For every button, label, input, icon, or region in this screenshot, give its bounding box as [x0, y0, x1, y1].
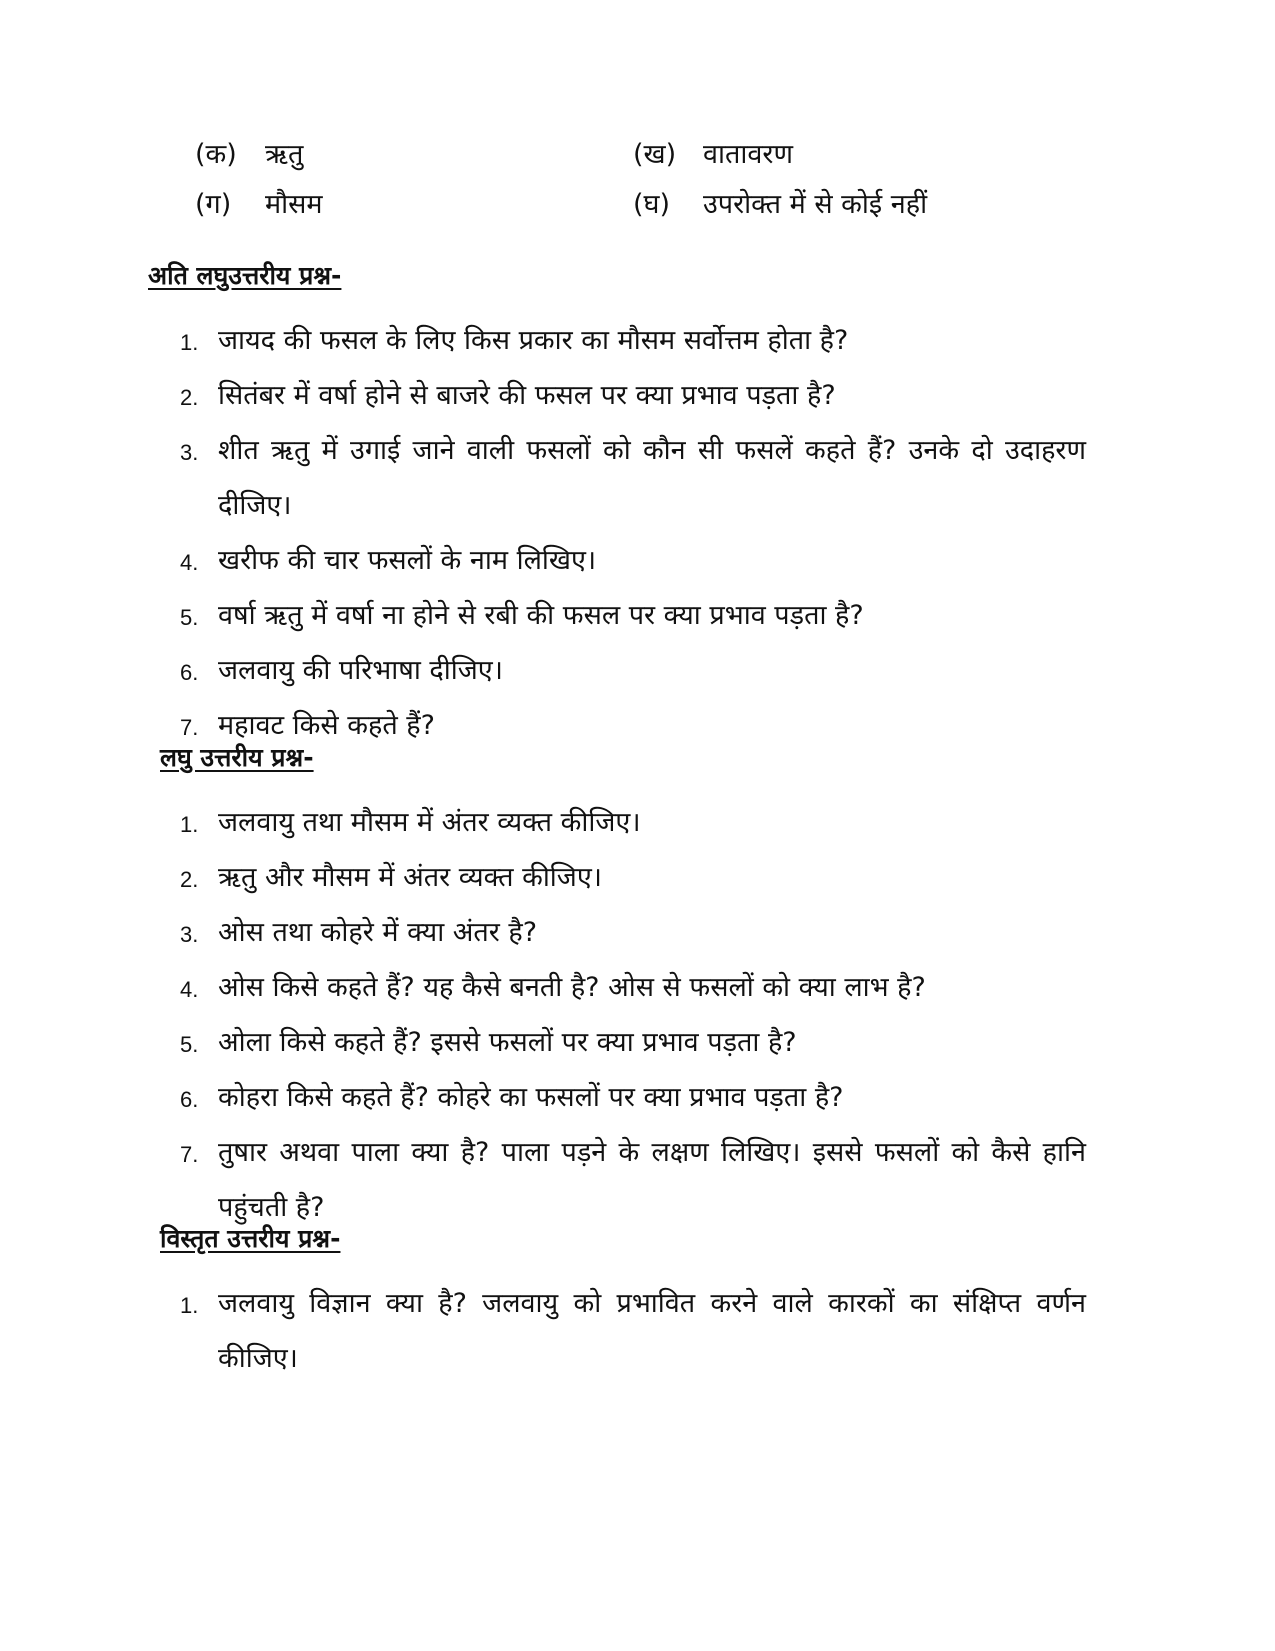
option-ka [195, 137, 633, 172]
question-item [180, 423, 1086, 533]
question-list [180, 795, 1086, 1235]
question-number: 5. [180, 605, 199, 630]
question-number: 1. [180, 1293, 199, 1318]
question-item [180, 368, 1086, 423]
question-text: जलवायु विज्ञान क्या है? जलवायु को प्रभावित करने वाले कारकों का संक्षिप्त वर्णन कीजिए। [218, 1288, 1086, 1374]
option-text: वातावरण [703, 139, 793, 171]
question-item [180, 588, 1086, 643]
question-number: 2. [180, 385, 199, 410]
option-label: (ख) [633, 139, 677, 171]
question-list [180, 1276, 1086, 1386]
question-text: वर्षा ऋतु में वर्षा ना होने से रबी की फसल पर क्या प्रभाव पड़ता है? [218, 600, 864, 631]
option-label: (क) [195, 139, 237, 171]
question-item [180, 1276, 1086, 1386]
question-text: कोहरा किसे कहते हैं? कोहरे का फसलों पर क्या प्रभाव पड़ता है? [218, 1082, 844, 1113]
question-item [180, 1015, 1086, 1070]
question-text: जायद की फसल के लिए किस प्रकार का मौसम सर्वोत्तम होता है? [218, 325, 849, 356]
question-item [180, 905, 1086, 960]
question-number: 6. [180, 660, 199, 685]
question-number: 2. [180, 867, 199, 892]
option-text: मौसम [265, 189, 323, 221]
question-number: 4. [180, 550, 199, 575]
question-text: जलवायु तथा मौसम में अंतर व्यक्त कीजिए। [218, 807, 641, 838]
question-text: ऋतु और मौसम में अंतर व्यक्त कीजिए। [218, 862, 602, 893]
question-list [180, 313, 1086, 753]
option-text: उपरोक्त में से कोई नहीं [703, 189, 928, 221]
question-text: सितंबर में वर्षा होने से बाजरे की फसल पर क्या प्रभाव पड़ता है? [218, 380, 836, 411]
question-number: 1. [180, 330, 199, 355]
question-number: 7. [180, 1142, 199, 1167]
question-number: 7. [180, 715, 199, 740]
option-row [195, 130, 1055, 180]
question-text: खरीफ की चार फसलों के नाम लिखिए। [218, 545, 597, 576]
section-heading: अति लघुउत्तरीय प्रश्न- [148, 261, 342, 290]
question-item [180, 643, 1086, 698]
option-gha [633, 187, 927, 222]
section-heading: लघु उत्तरीय प्रश्न- [160, 743, 314, 772]
question-text: महावट किसे कहते हैं? [218, 710, 435, 741]
question-item [180, 698, 1086, 753]
question-number: 3. [180, 440, 199, 465]
section-heading: विस्तृत उत्तरीय प्रश्न- [160, 1224, 341, 1253]
option-text: ऋतु [265, 139, 304, 171]
question-item [180, 1070, 1086, 1125]
option-label: (घ) [633, 189, 671, 221]
question-item [180, 960, 1086, 1015]
question-item [180, 1125, 1086, 1235]
question-number: 6. [180, 1087, 199, 1112]
question-number: 1. [180, 812, 199, 837]
question-number: 5. [180, 1032, 199, 1057]
option-kha [633, 137, 793, 172]
question-text: ओस किसे कहते हैं? यह कैसे बनती है? ओस से फसलों को क्या लाभ है? [218, 972, 926, 1003]
question-text: जलवायु की परिभाषा दीजिए। [218, 655, 503, 686]
question-item [180, 850, 1086, 905]
mcq-options [195, 130, 1055, 230]
question-text: ओला किसे कहते हैं? इससे फसलों पर क्या प्रभाव पड़ता है? [218, 1027, 797, 1058]
option-ga [195, 187, 633, 222]
question-text: तुषार अथवा पाला क्या है? पाला पड़ने के लक्षण लिखिए। इससे फसलों को कैसे हानि पहुंचती है? [218, 1137, 1086, 1223]
question-text: ओस तथा कोहरे में क्या अंतर है? [218, 917, 538, 948]
question-text: शीत ऋतु में उगाई जाने वाली फसलों को कौन सी फसलें कहते हैं? उनके दो उदाहरण दीजिए। [218, 435, 1086, 521]
question-item [180, 533, 1086, 588]
option-label: (ग) [195, 189, 232, 221]
question-number: 3. [180, 922, 199, 947]
question-item [180, 313, 1086, 368]
question-number: 4. [180, 977, 199, 1002]
question-item [180, 795, 1086, 850]
option-row [195, 180, 1055, 230]
